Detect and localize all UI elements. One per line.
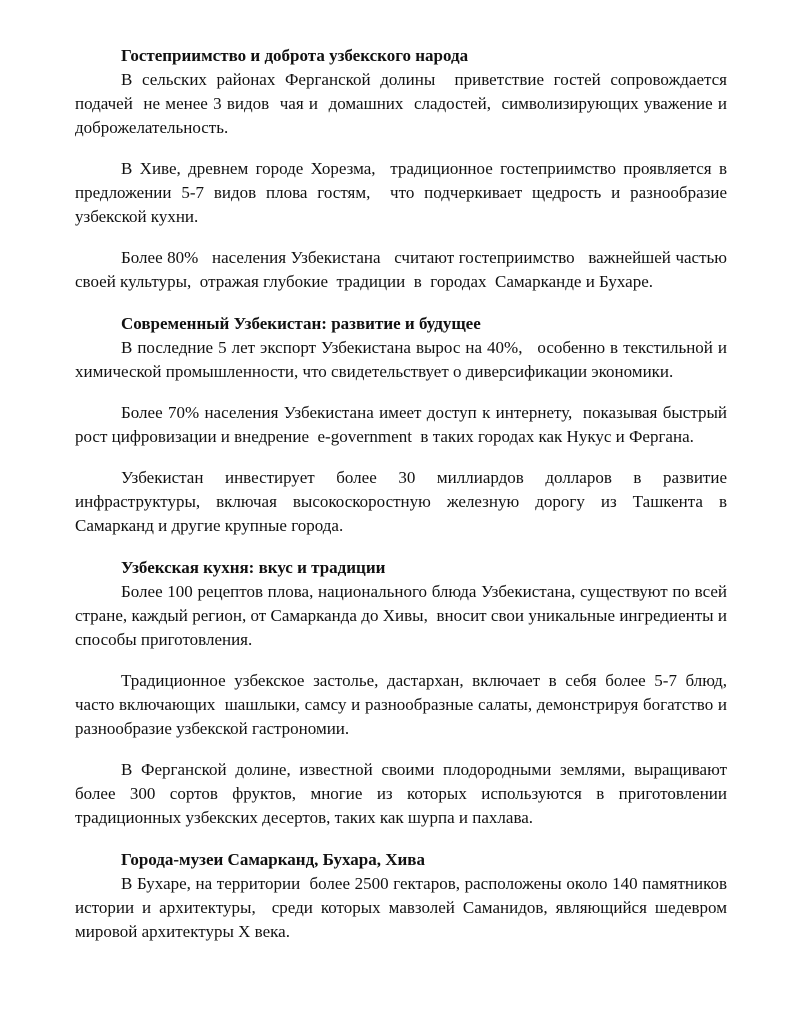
paragraph: Узбекистан инвестирует более 30 миллиардов долларов в развитие инфраструктуры, включая высокоскоростную железную дорогу из Ташкента в Самарканд и другие крупные города. xyxy=(75,468,732,535)
section-heading: Узбекская кухня: вкус и традиции xyxy=(121,558,386,577)
paragraph: В Бухаре, на территории более 2500 гектаров, расположены около 140 памятников истории и архитектуры, среди которых мавзолей Саманидов, являющийся шедевром мировой архитектуры X века. xyxy=(75,874,732,941)
paragraph: Более 80% населения Узбекистана считают гостеприимство важнейшей частью своей культуры, отражая глубокие традиции в городах Самарканде и Бухаре. xyxy=(75,248,732,291)
section-cuisine xyxy=(75,556,736,830)
paragraph: В сельских районах Ферганской долины приветствие гостей сопровождается подачей не менее 3 видов чая и домашних сладостей, символизирующих уважение и доброжелательность. xyxy=(75,70,736,137)
paragraph: Более 70% населения Узбекистана имеет доступ к интернету, показывая быстрый рост цифровизации и внедрение e-government в таких городах как Нукус и Фергана. xyxy=(75,403,732,446)
paragraph: Традиционное узбекское застолье, дастархан, включает в себя более 5-7 блюд, часто включающих шашлыки, самсу и разнообразные салаты, демонстрируя богатство и разнообразие узбекской гастрономии. xyxy=(75,671,736,738)
section-heading: Города-музеи Самарканд, Бухара, Хива xyxy=(121,850,425,869)
paragraph: Более 100 рецептов плова, национального блюда Узбекистана, существуют по всей стране, каждый регион, от Самарканда до Хивы, вносит свои уникальные ингредиенты и способы приготовления. xyxy=(75,582,732,649)
paragraph: В Ферганской долине, известной своими плодородными землями, выращивают более 300 сортов фруктов, многие из которых используются в приготовлении традиционных узбекских десертов, таких как шурпа и пахлава. xyxy=(75,760,732,827)
section-modern-uzbekistan xyxy=(75,312,732,538)
document-page xyxy=(75,44,736,944)
section-hospitality xyxy=(75,44,736,294)
section-heading: Современный Узбекистан: развитие и будущее xyxy=(121,314,481,333)
section-museum-cities xyxy=(75,848,732,944)
paragraph: В последние 5 лет экспорт Узбекистана вырос на 40%, особенно в текстильной и химической промышленности, что свидетельствует о диверсификации экономики. xyxy=(75,338,732,381)
paragraph: В Хиве, древнем городе Хорезма, традиционное гостеприимство проявляется в предложении 5-7 видов плова гостям, что подчеркивает щедрость и разнообразие узбекской кухни. xyxy=(75,159,736,226)
section-heading: Гостеприимство и доброта узбекского народа xyxy=(121,46,469,65)
